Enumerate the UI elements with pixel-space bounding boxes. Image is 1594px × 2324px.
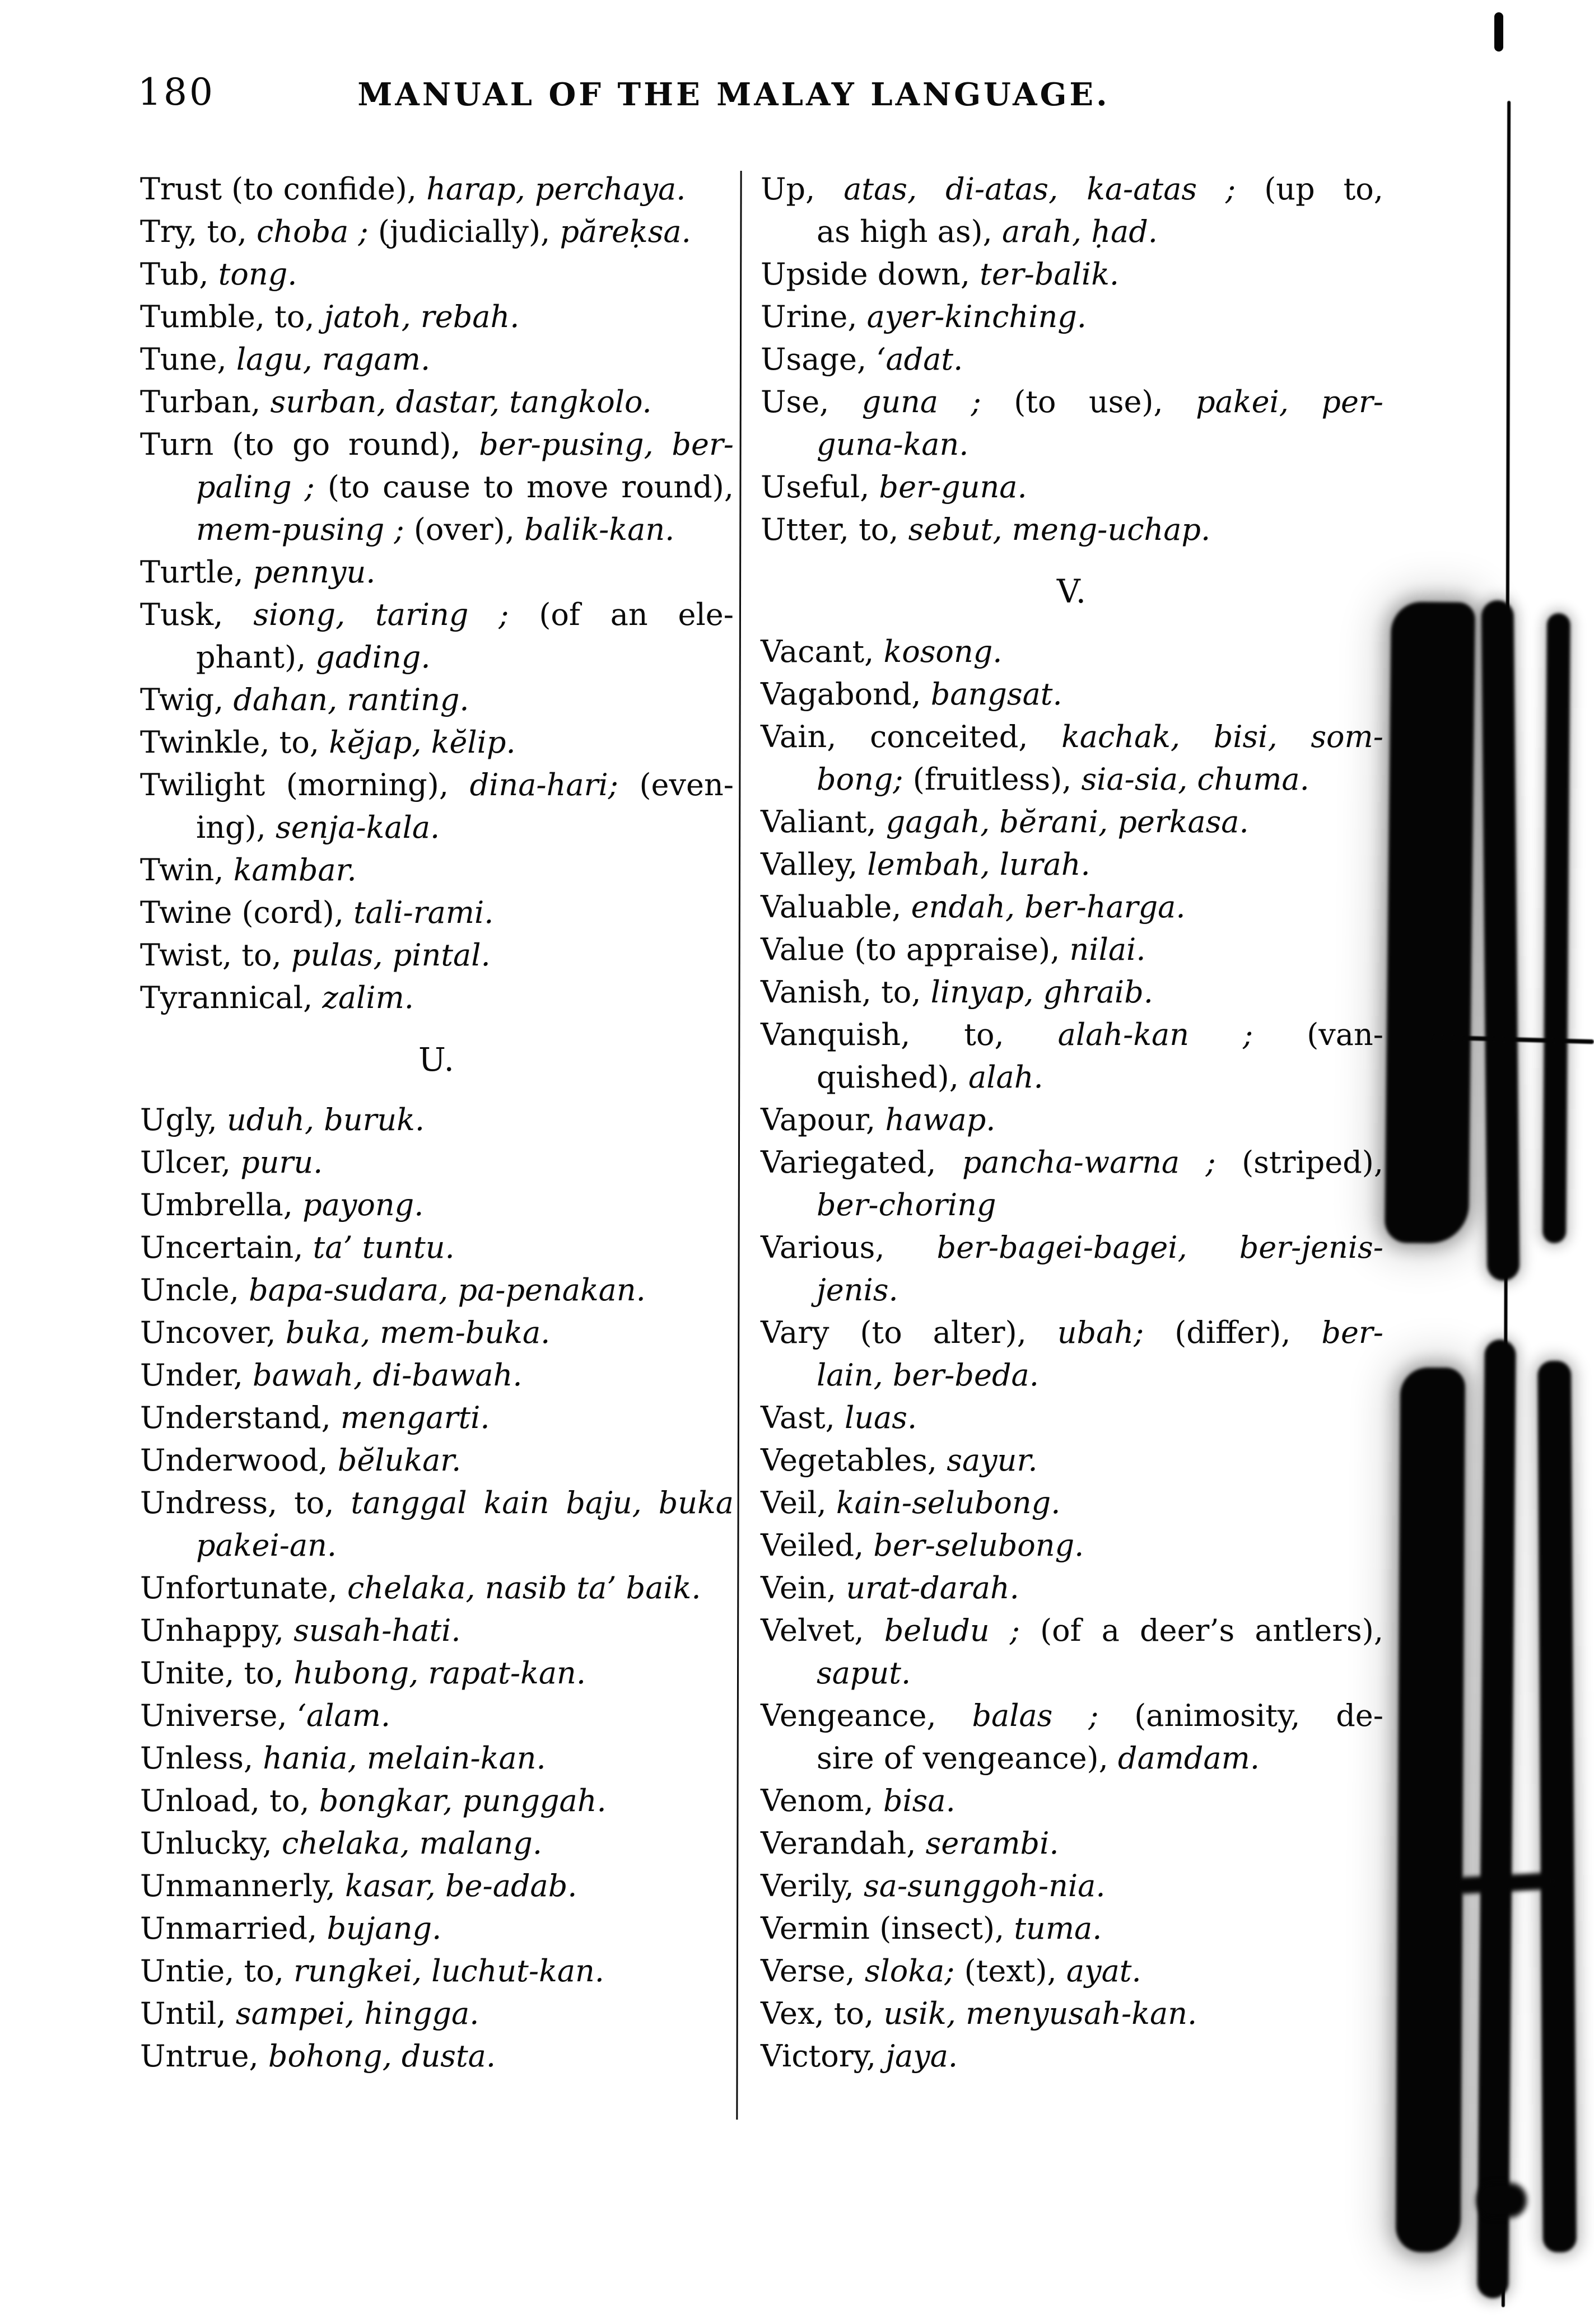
dictionary-entry-line [140,721,734,764]
dictionary-entry-line [761,1780,1383,1822]
english-term: Verandah, [761,1826,926,1861]
english-term: Twist, to, [140,937,291,973]
english-term: Valuable, [761,889,911,925]
malay-term: gagah, bĕrani, perkasa. [885,804,1249,839]
malay-term: ter-balik. [980,256,1120,292]
dictionary-entry-line [761,168,1383,211]
malay-term: saput. [817,1655,911,1691]
dictionary-entry-line [140,1780,734,1822]
ink-smudge-lower-3 [1537,1361,1577,2252]
english-term: Trust (to confide), [140,171,427,207]
malay-term: ta’ tuntu. [313,1230,455,1265]
dictionary-entry-line [140,934,734,977]
english-term: Turn (to go round), [140,427,479,462]
malay-term: harap, perchaya. [426,171,686,207]
english-term: Tumble, to, [140,299,324,334]
malay-term: kambar. [233,852,357,888]
malay-term: pancha-warna ; [962,1145,1242,1180]
english-term: Veiled, [761,1528,874,1563]
malay-term: ayer-kinching. [866,299,1087,334]
column-divider-rule [736,171,742,2120]
dictionary-entry-line [761,1439,1383,1482]
dictionary-entry-line [761,2035,1383,2078]
malay-term: bapa-sudara, pa-penakan. [249,1272,646,1308]
malay-term: pakei, per- [1196,384,1384,419]
entry-line-continuation [761,1652,1383,1695]
dictionary-entry-line [140,2035,734,2078]
english-term: Verily, [761,1868,864,1903]
english-term: Umbrella, [140,1187,303,1222]
malay-term: chelaka, malang. [281,1826,543,1861]
english-term: Upside down, [761,256,980,292]
dictionary-entry-line [140,1907,734,1950]
dictionary-entry-line [140,1609,734,1652]
dictionary-entry-line [761,1482,1383,1524]
malay-term: sloka; [864,1953,964,1989]
malay-term: puru. [240,1145,323,1180]
malay-term: damdam. [1117,1740,1260,1776]
dictionary-entry-line [761,296,1383,338]
malay-term: hubong, rapat-kan. [293,1655,586,1691]
dictionary-entry-line [140,1695,734,1737]
malay-term: sa-sunggoh-nia. [864,1868,1106,1903]
dictionary-entry-line [140,1652,734,1695]
malay-term: pulas, pintal. [291,937,491,973]
english-term: Use, [761,384,862,419]
dictionary-entry-line [140,1099,734,1141]
english-term: Try, to, [140,214,257,249]
english-term: Vanish, to, [761,974,931,1010]
malay-term: alah. [968,1060,1043,1095]
english-term: Until, [140,1996,236,2031]
dictionary-entry-line [761,381,1383,423]
english-term: (over), [413,512,525,547]
malay-term: sebut, meng-uchap. [908,512,1211,547]
malay-term: siong, taring ; [253,597,539,632]
english-term: (text), [964,1953,1066,1989]
malay-term: uduh, buruk. [227,1102,425,1137]
dictionary-entry-line [761,1312,1383,1354]
malay-term: sampei, hingga. [235,1996,479,2031]
dictionary-entry-line [761,1524,1383,1567]
english-term: Various, [761,1230,937,1265]
english-term: (striped), [1242,1145,1383,1180]
dictionary-entry-line [140,551,734,594]
malay-term: dina-hari; [469,767,640,802]
dictionary-entry-line [140,381,734,423]
malay-term: guna ; [861,384,1014,419]
dictionary-entry-line [140,211,734,253]
english-term: Veil, [761,1485,836,1520]
malay-term: lembah, lurah. [867,847,1090,882]
english-term: Vein, [761,1570,846,1606]
english-term: Understand, [140,1400,341,1435]
english-term: (animosity, de- [1134,1698,1383,1733]
dictionary-entry-line [761,1567,1383,1609]
malay-term: kain-selubong. [836,1485,1061,1520]
malay-term: bangsat. [930,676,1062,712]
english-term: Untie, to, [140,1953,294,1989]
entry-line-continuation [761,211,1383,253]
entry-line-continuation [761,1737,1383,1780]
dictionary-entry-line [140,1226,734,1269]
malay-term: luas. [844,1400,917,1435]
english-term: Under, [140,1357,253,1393]
entry-line-continuation [140,1524,734,1567]
dictionary-entry-line [140,1269,734,1312]
dictionary-entry-line [140,1482,734,1524]
english-term: Uncle, [140,1272,249,1308]
malay-term: arah, ḥad. [1001,214,1158,249]
ink-blot-crossing-2 [1476,2183,1527,2218]
malay-term: nilai. [1069,932,1146,967]
malay-term: senja-kala. [276,810,440,845]
english-term: Unfortunate, [140,1570,348,1606]
dictionary-entry-line [140,1184,734,1226]
english-term: Valiant, [761,804,886,839]
dictionary-entry-line [761,1865,1383,1907]
dictionary-entry-line [761,716,1383,758]
english-term: Unload, to, [140,1783,319,1818]
english-term: (to use), [1014,384,1196,419]
english-term: (of an ele- [539,597,734,632]
malay-term: serambi. [925,1826,1059,1861]
english-term: Usage, [761,342,877,377]
malay-term: hawap. [885,1102,996,1137]
dictionary-entry-line [140,423,734,466]
malay-term: bisa. [883,1783,956,1818]
english-term: Untrue, [140,2038,268,2074]
dictionary-entry-line [761,1099,1383,1141]
ink-smudge-lower-1 [1396,1368,1465,2253]
english-term: (differ), [1174,1315,1322,1350]
malay-term: ‘alam. [296,1698,391,1733]
english-term: Twine (cord), [140,895,354,930]
malay-term: dahan, ranting. [233,682,469,717]
malay-term: hania, melain-kan. [263,1740,546,1776]
malay-term: balas ; [972,1698,1135,1733]
malay-term: lain, ber-beda. [817,1357,1039,1393]
malay-term: tuma. [1014,1911,1102,1946]
english-term: Twig, [140,682,234,717]
dictionary-entry-line [140,1865,734,1907]
dictionary-entry-line [761,1950,1383,1992]
malay-term: balik-kan. [524,512,675,547]
right-column [761,168,1383,2078]
dictionary-entry-line [140,1822,734,1865]
english-term: sire of vengeance), [817,1740,1118,1776]
section-heading: U. [418,1040,455,1079]
dictionary-entry-line [140,594,734,636]
english-term: Victory, [761,2038,886,2074]
english-term: Vacant, [761,634,884,669]
malay-term: ber-choring [817,1187,996,1222]
dictionary-entry-line [761,928,1383,971]
malay-term: tanggal kain baju, buka [351,1485,734,1520]
dictionary-entry-line [761,886,1383,928]
english-term: Vegetables, [761,1443,947,1478]
english-term: (van- [1307,1017,1383,1052]
dictionary-entry-line [140,1439,734,1482]
english-term: Vex, to, [761,1996,884,2031]
malay-term: jaya. [885,2038,958,2074]
english-term: phant), [196,640,316,675]
dictionary-entry-line [761,1695,1383,1737]
english-term: Utter, to, [761,512,908,547]
dictionary-entry-line [761,1226,1383,1269]
dictionary-entry-line [761,338,1383,381]
dictionary-entry-line [140,338,734,381]
ink-smudge-upper-3 [1542,613,1570,1243]
dictionary-entry-line [140,849,734,892]
english-term: Uncertain, [140,1230,313,1265]
malay-term: gading. [315,640,431,675]
malay-term: usik, menyusah-kan. [883,1996,1197,2031]
malay-term: ber-guna. [879,469,1027,505]
malay-term: jenis. [817,1272,898,1308]
dictionary-entry-line [761,1822,1383,1865]
malay-term: kasar, be-adab. [344,1868,577,1903]
english-term: ing), [196,810,276,845]
english-term: Turtle, [140,554,253,590]
dictionary-entry-line [761,1141,1383,1184]
page-title: MANUAL OF THE MALAY LANGUAGE. [357,76,1110,113]
malay-term: mem-pusing ; [196,512,414,547]
english-term: Venom, [761,1783,883,1818]
malay-term: păreḳsa. [560,214,691,249]
page-number: 180 [138,71,215,114]
english-term: Vanquish, to, [761,1017,1058,1052]
entry-line-continuation [140,806,734,849]
english-term: Unhappy, [140,1613,294,1648]
entry-line-continuation [761,423,1383,466]
dictionary-entry-line [761,843,1383,886]
malay-term: ayat. [1066,1953,1141,1989]
malay-term: lagu, ragam. [236,342,431,377]
english-term: Ugly, [140,1102,227,1137]
dictionary-entry-line [140,1397,734,1439]
dictionary-entry-line [761,1907,1383,1950]
dictionary-entry-line [761,631,1383,673]
malay-term: ber-bagei-bagei, ber-jenis- [936,1230,1383,1265]
malay-term: bujang. [327,1911,442,1946]
malay-term: bĕlukar. [337,1443,462,1478]
malay-term: bong; [817,762,913,797]
ink-smudge-upper-2 [1481,600,1520,1281]
english-term: Unlucky, [140,1826,282,1861]
dictionary-entry-line [140,977,734,1019]
malay-term: bohong, dusta. [268,2038,496,2074]
malay-term: buka, mem-buka. [285,1315,551,1350]
malay-term: tong. [218,256,297,292]
malay-term: choba ; [257,214,378,249]
english-term: Up, [761,171,844,207]
english-term: Tusk, [140,597,254,632]
dictionary-entry-line [761,1992,1383,2035]
english-term: Urine, [761,299,867,334]
dictionary-entry-line [761,1014,1383,1056]
dictionary-entry-line [140,1354,734,1397]
dictionary-entry-line [140,764,734,806]
malay-term: atas, di-atas, ka-atas ; [843,171,1265,207]
english-term: (of a deer’s antlers), [1040,1613,1383,1648]
malay-term: urat-darah. [846,1570,1019,1606]
english-term: Variegated, [761,1145,962,1180]
entry-line-continuation [140,508,734,551]
entry-line-continuation [761,1354,1383,1397]
left-column [140,168,734,2078]
malay-term: tali-rami. [353,895,494,930]
dictionary-entry-line [761,801,1383,843]
english-term: Tyrannical, [140,980,323,1015]
malay-term: ubah; [1057,1315,1175,1350]
english-term: (fruitless), [912,762,1082,797]
ink-blot-crossing-1 [1455,1872,1554,1894]
malay-term: surban, dastar, tangkolo. [270,384,652,419]
malay-term: sia-sia, chuma. [1081,762,1309,797]
english-term: (even- [639,767,734,802]
english-term: Vapour, [761,1102,885,1137]
malay-term: ‘adat. [876,342,963,377]
ink-smudge-upper-1 [1385,601,1475,1244]
malay-term: mengarti. [340,1400,490,1435]
dictionary-entry-line [140,1141,734,1184]
entry-line-continuation [761,1184,1383,1226]
dictionary-entry-line [140,168,734,211]
malay-term: alah-kan ; [1057,1017,1307,1052]
dictionary-entry-line [140,1312,734,1354]
dictionary-entry-line [140,679,734,721]
malay-term: ber-selubong. [873,1528,1084,1563]
english-term: Twin, [140,852,234,888]
malay-term: ber-pusing, ber- [479,427,734,462]
dictionary-entry-line [140,1567,734,1609]
english-term: Velvet, [761,1613,884,1648]
english-term: (judicially), [377,214,560,249]
malay-term: payong. [302,1187,424,1222]
english-term: Undress, to, [140,1485,351,1520]
english-term: Verse, [761,1953,865,1989]
english-term: Unite, to, [140,1655,294,1691]
malay-term: bawah, di-bawah. [253,1357,523,1393]
malay-term: pennyu. [253,554,376,590]
english-term: Tune, [140,342,236,377]
dictionary-entry-line [761,508,1383,551]
english-term: Unless, [140,1740,263,1776]
dictionary-entry-line [140,296,734,338]
ink-smudge-lower-2 [1477,1340,1516,2298]
ink-mark-top-right [1494,12,1503,52]
english-term: Useful, [761,469,879,505]
dictionary-entry-line [140,1950,734,1992]
malay-term: pakei-an. [196,1528,337,1563]
english-term: Unmarried, [140,1911,327,1946]
malay-term: ber- [1321,1315,1383,1350]
dictionary-entry-line [140,253,734,296]
dictionary-entry-line [761,253,1383,296]
entry-line-continuation [140,466,734,508]
dictionary-entry-line [761,1609,1383,1652]
malay-term: kĕjap, kĕlip. [329,725,516,760]
entry-line-continuation [761,1269,1383,1312]
malay-term: jatoh, rebah. [324,299,520,334]
english-term: Tub, [140,256,218,292]
english-term: Underwood, [140,1443,338,1478]
english-term: quished), [817,1060,969,1095]
malay-term: zalim. [322,980,414,1015]
dictionary-entry-line [761,466,1383,508]
english-term: Twinkle, to, [140,725,329,760]
english-term: Uncover, [140,1315,286,1350]
dictionary-entry-line [140,892,734,934]
english-term: Vengeance, [761,1698,972,1733]
english-term: (to cause to move round), [327,469,734,505]
english-term: as high as), [817,214,1002,249]
english-term: Twilight (morning), [140,767,470,802]
entry-line-continuation [140,636,734,679]
english-term: Vermin (insect), [761,1911,1014,1946]
malay-term: sayur. [947,1443,1038,1478]
english-term: Value (to appraise), [761,932,1070,967]
malay-term: linyap, ghraib. [930,974,1153,1010]
english-term: (up to, [1264,171,1383,207]
entry-line-continuation [761,1056,1383,1099]
malay-term: guna-kan. [817,427,969,462]
malay-term: beludu ; [884,1613,1041,1648]
malay-term: kachak, bisi, som- [1061,719,1383,754]
dictionary-entry-line [761,1397,1383,1439]
english-term: Vast, [761,1400,845,1435]
english-term: Vagabond, [761,676,931,712]
malay-term: bongkar, punggah. [319,1783,607,1818]
english-term: Vary (to alter), [761,1315,1057,1350]
entry-line-continuation [761,758,1383,801]
malay-term: kosong. [883,634,1003,669]
malay-term: chelaka, nasib ta’ baik. [347,1570,701,1606]
malay-term: endah, ber-harga. [911,889,1186,925]
english-term: Unmannerly, [140,1868,345,1903]
dictionary-entry-line [761,673,1383,716]
english-term: Valley, [761,847,868,882]
section-heading: V. [1056,572,1088,610]
english-term: Vain, conceited, [761,719,1062,754]
malay-term: susah-hati. [293,1613,461,1648]
english-term: Universe, [140,1698,297,1733]
english-term: Turban, [140,384,271,419]
dictionary-entry-line [140,1737,734,1780]
malay-term: rungkei, luchut-kan. [293,1953,604,1989]
english-term: Ulcer, [140,1145,241,1180]
malay-term: paling ; [196,469,328,505]
dictionary-entry-line [761,971,1383,1014]
dictionary-entry-line [140,1992,734,2035]
